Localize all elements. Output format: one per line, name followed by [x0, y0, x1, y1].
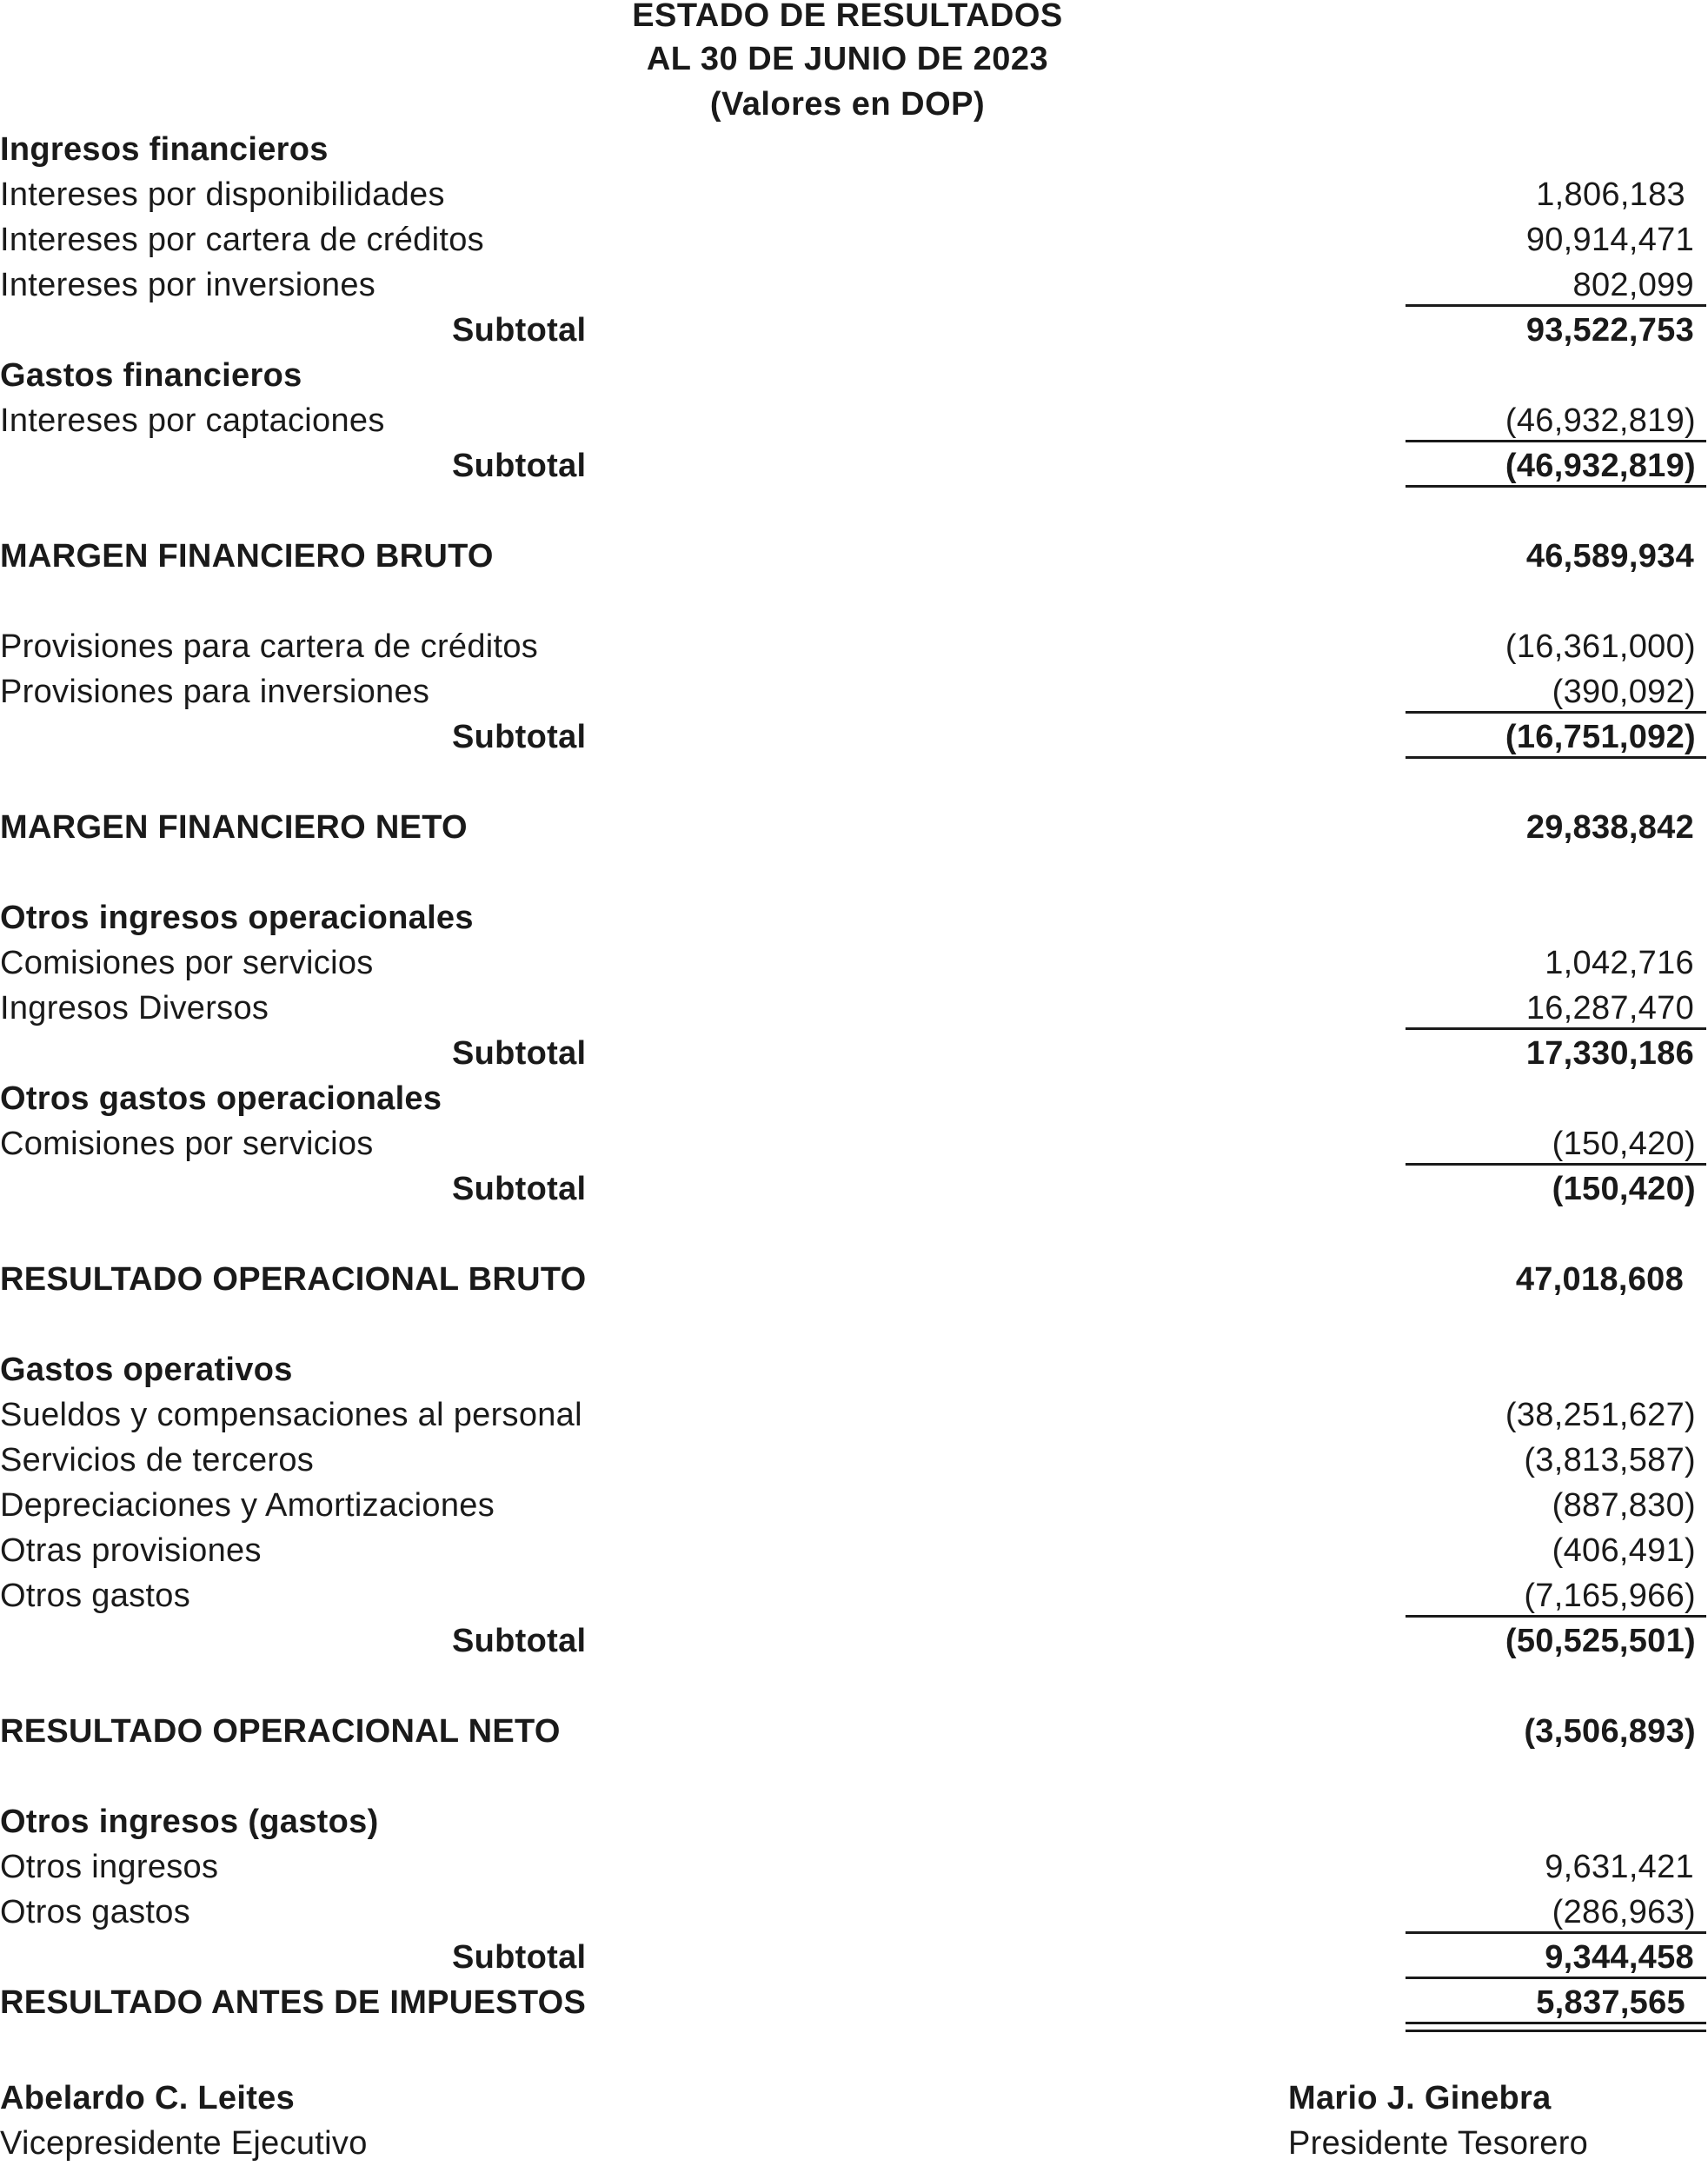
section-heading-otros-gastos-operacionales [0, 1076, 1708, 1121]
section-heading-label: Gastos financieros [0, 357, 302, 394]
section-heading-otros-ingresos-gastos [0, 1799, 1708, 1844]
total-label: RESULTADO OPERACIONAL NETO [0, 1713, 561, 1750]
line-item [0, 217, 1708, 262]
line-item-label: Otros ingresos [0, 1849, 219, 1885]
total-row-margen-neto [0, 805, 1708, 850]
line-item-amount: (3,813,587) [1524, 1442, 1696, 1478]
line-item-label: Provisiones para cartera de créditos [0, 628, 539, 665]
subtotal-label: Subtotal [452, 1171, 587, 1207]
document-currency: (Valores en DOP) [709, 86, 986, 123]
section-heading-label: Otros gastos operacionales [0, 1080, 442, 1117]
total-label: RESULTADO OPERACIONAL BRUTO [0, 1261, 587, 1298]
total-amount: (3,506,893) [1524, 1713, 1696, 1750]
subtotal-row [0, 1166, 1708, 1212]
total-amount: 47,018,608 [1515, 1261, 1684, 1298]
signatory-name: Mario J. Ginebra [1288, 2080, 1552, 2116]
line-item-label: Comisiones por servicios [0, 945, 374, 981]
section-heading-label: Otros ingresos operacionales [0, 900, 474, 936]
subtotal-row [0, 1618, 1708, 1664]
subtotal-rule [1406, 440, 1706, 442]
signature-block-right [1288, 2076, 1588, 2166]
subtotal-rule [1406, 1977, 1706, 1979]
subtotal-amount: 9,344,458 [1545, 1939, 1694, 1976]
subtotal-label: Subtotal [452, 312, 587, 349]
document-date: AL 30 DE JUNIO DE 2023 [646, 41, 1049, 77]
subtotal-label: Subtotal [452, 1623, 587, 1659]
subtotal-amount: (46,932,819) [1505, 448, 1696, 484]
line-item-label: Sueldos y compensaciones al personal [0, 1397, 582, 1433]
line-item-amount: (38,251,627) [1505, 1397, 1696, 1433]
line-item-amount: (150,420) [1552, 1126, 1696, 1162]
line-item-label: Servicios de terceros [0, 1442, 315, 1478]
line-item-label: Otras provisiones [0, 1532, 262, 1569]
total-row-margen-bruto [0, 534, 1708, 579]
subtotal-row [0, 714, 1708, 760]
line-item-amount: (887,830) [1552, 1487, 1696, 1524]
line-item [0, 1890, 1708, 1935]
line-item [0, 1438, 1708, 1483]
subtotal-rule [1406, 711, 1706, 714]
section-heading-label: Ingresos financieros [0, 131, 329, 168]
signatory-role: Vicepresidente Ejecutivo [0, 2125, 368, 2162]
subtotal-label: Subtotal [452, 448, 587, 484]
subtotal-row [0, 1031, 1708, 1076]
total-rule [1406, 485, 1706, 488]
line-item-amount: (46,932,819) [1505, 402, 1696, 439]
line-item [0, 398, 1708, 443]
line-item [0, 1528, 1708, 1573]
subtotal-row [0, 443, 1708, 488]
line-item-amount: (7,165,966) [1524, 1578, 1696, 1614]
subtotal-label: Subtotal [452, 1035, 587, 1072]
line-item [0, 940, 1708, 986]
subtotal-rule [1406, 1615, 1706, 1618]
line-item [0, 262, 1708, 308]
line-item-label: Depreciaciones y Amortizaciones [0, 1487, 495, 1524]
signature-block-left [0, 2076, 368, 2166]
signatory-name: Abelardo C. Leites [0, 2080, 296, 2116]
subtotal-label: Subtotal [452, 719, 587, 755]
total-label: RESULTADO ANTES DE IMPUESTOS [0, 1984, 587, 2021]
line-item-label: Provisiones para inversiones [0, 674, 430, 710]
line-item [0, 1483, 1708, 1528]
line-item-label: Ingresos Diversos [0, 990, 269, 1027]
line-item-amount: (406,491) [1552, 1532, 1696, 1569]
total-rule [1406, 756, 1706, 759]
line-item-amount: (16,361,000) [1505, 628, 1696, 665]
line-item-label: Intereses por captaciones [0, 402, 385, 439]
line-item-amount: 90,914,471 [1525, 222, 1694, 258]
total-amount: 29,838,842 [1525, 809, 1694, 846]
line-item-amount: 1,042,716 [1545, 945, 1694, 981]
total-row-resultado-operacional-neto [0, 1709, 1708, 1754]
section-heading-gastos-operativos [0, 1347, 1708, 1392]
subtotal-rule [1406, 304, 1706, 307]
section-heading-label: Otros ingresos (gastos) [0, 1804, 379, 1840]
line-item-label: Intereses por cartera de créditos [0, 222, 484, 258]
line-item [0, 1844, 1708, 1890]
subtotal-rule [1406, 1931, 1706, 1934]
subtotal-amount: (150,420) [1552, 1171, 1696, 1207]
subtotal-label: Subtotal [452, 1939, 587, 1976]
line-item-amount: 802,099 [1572, 267, 1694, 303]
line-item-label: Intereses por inversiones [0, 267, 376, 303]
section-heading-ingresos-financieros [0, 127, 1708, 172]
signatory-role: Presidente Tesorero [1288, 2125, 1589, 2162]
subtotal-amount: (50,525,501) [1505, 1623, 1696, 1659]
line-item-label: Otros gastos [0, 1578, 191, 1614]
total-amount: 5,837,565 [1536, 1984, 1685, 2021]
total-label: MARGEN FINANCIERO NETO [0, 809, 468, 846]
subtotal-row [0, 308, 1708, 353]
line-item-amount: 16,287,470 [1525, 990, 1694, 1027]
subtotal-rule [1406, 1163, 1706, 1166]
section-heading-gastos-financieros [0, 353, 1708, 398]
line-item [0, 986, 1708, 1031]
section-heading-label: Gastos operativos [0, 1352, 293, 1388]
line-item [0, 624, 1708, 669]
grand-total-double-rule [1406, 2022, 1706, 2032]
total-amount: 46,589,934 [1525, 538, 1694, 575]
line-item [0, 669, 1708, 714]
line-item [0, 1121, 1708, 1166]
line-item [0, 1573, 1708, 1618]
total-row-resultado-antes-impuestos [0, 1980, 1708, 2025]
line-item-label: Intereses por disponibilidades [0, 176, 445, 213]
subtotal-amount: 17,330,186 [1525, 1035, 1694, 1072]
total-row-resultado-operacional-bruto [0, 1257, 1708, 1302]
line-item [0, 1392, 1708, 1438]
line-item-amount: 9,631,421 [1545, 1849, 1694, 1885]
section-heading-otros-ingresos-operacionales [0, 895, 1708, 940]
line-item-amount: (390,092) [1552, 674, 1696, 710]
line-item-amount: 1,806,183 [1536, 176, 1685, 213]
total-label: MARGEN FINANCIERO BRUTO [0, 538, 494, 575]
subtotal-amount: (16,751,092) [1505, 719, 1696, 755]
line-item-label: Comisiones por servicios [0, 1126, 374, 1162]
line-item-amount: (286,963) [1552, 1894, 1696, 1930]
line-item [0, 172, 1708, 217]
subtotal-rule [1406, 1027, 1706, 1030]
line-item-label: Otros gastos [0, 1894, 191, 1930]
subtotal-row [0, 1935, 1708, 1980]
subtotal-amount: 93,522,753 [1525, 312, 1694, 349]
document-title: ESTADO DE RESULTADOS [632, 0, 1063, 34]
